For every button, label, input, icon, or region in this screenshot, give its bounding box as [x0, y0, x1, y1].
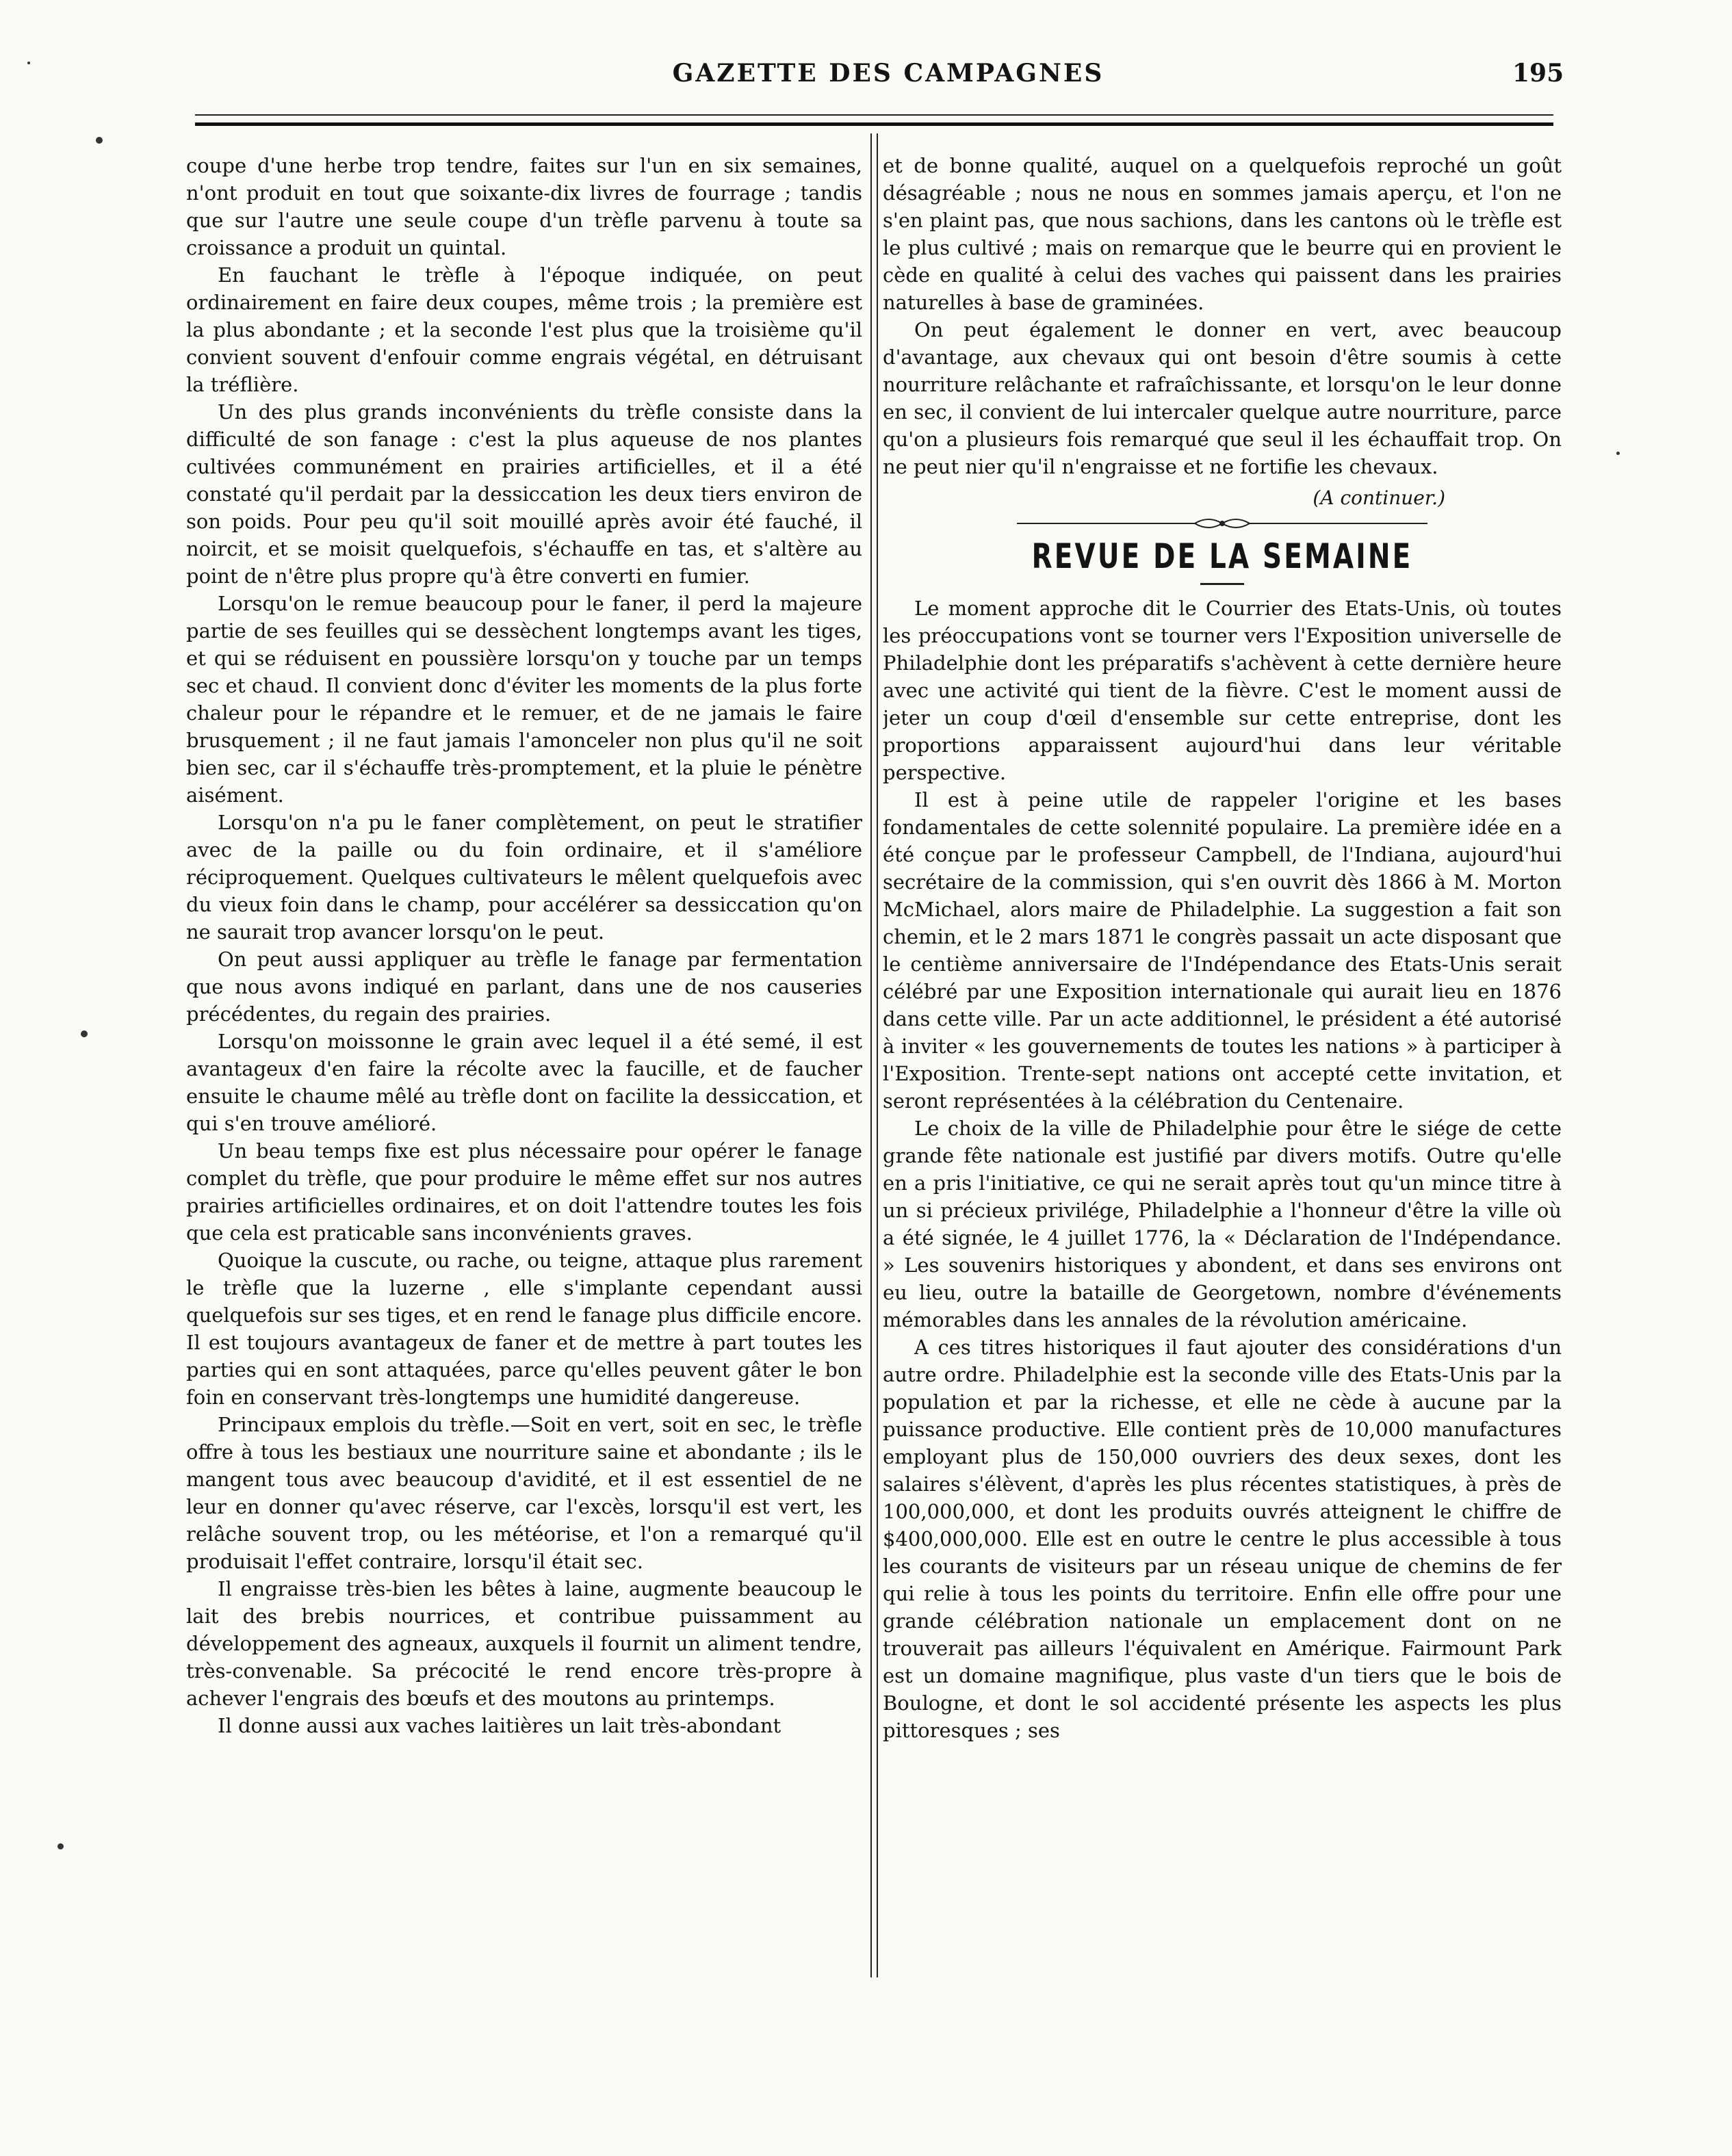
article-paragraph: coupe d'une herbe trop tendre, faites sur l'un en six semaines, n'ont produit en tout que soixante-dix livres de fourrage ; tandis que sur l'autre une seule coupe d'un trèfle parvenu à toute sa croissance a produit un quintal.	[186, 154, 862, 259]
header-rule-thick	[195, 122, 1553, 126]
ornament-rule-icon	[1010, 515, 1434, 532]
print-speck	[1616, 452, 1620, 455]
article-paragraph: Lorsqu'on le remue beaucoup pour le faner, il perd la majeure partie de ses feuilles qui se dessèchent longtemps avant les tiges, et qui se réduisent en poussière lorsqu'on y touche par un temps sec et chaud. Il convient donc d'éviter les moments de la plus forte chaleur pour le répandre et le remuer, et de ne jamais le faire brusquement ; il ne faut jamais l'amonceler non plus qu'il ne soit bien sec, car il s'échauffe très-promptement, et la pluie le pénètre aisément.	[186, 592, 862, 807]
article-paragraph: Le choix de la ville de Philadelphie pour être le siége de cette grande fête nationale est justifié par divers motifs. Outre qu'elle en a pris l'initiative, ce qui ne serait après tout qu'un mince titre à un si précieux privilége, Philadelphie a l'honneur d'être la ville où a été signée, le 4 juillet 1776, la « Déclaration de l'Indépendance. » Les souvenirs historiques y abondent, et dans ses environs ont eu lieu, outre la bataille de Georgetown, nombre d'événements mémorables dans les annales de la révolution américaine.	[883, 1117, 1562, 1332]
article-paragraph: Le moment approche dit le Courrier des Etats-Unis, où toutes les préoccupations vont se tourner vers l'Exposition universelle de Philadelphie dont les préparatifs s'achèvent à cette dernière heure avec une activité qui tient de la fièvre. C'est le moment aussi de jeter un coup d'œil d'ensemble sur cette entreprise, dont les proportions apparaissent aujourd'hui dans leur véritable perspective.	[883, 597, 1562, 784]
column-divider	[877, 133, 878, 1977]
article-paragraph: et de bonne qualité, auquel on a quelquefois reproché un goût désagréable ; nous ne nous en sommes jamais aperçu, et l'on ne s'en plaint pas, que nous sachions, dans les cantons où le trèfle est le plus cultivé ; mais on remarque que le beurre qui en provient le cède en qualité à celui des vaches qui paissent dans les prairies naturelles à base de graminées.	[883, 154, 1562, 314]
article-paragraph: Lorsqu'on n'a pu le faner complètement, on peut le stratifier avec de la paille ou du foin ordinaire, et il s'améliore réciproquement. Quelques cultivateurs le mêlent quelquefois avec du vieux foin dans le champ, pour accélérer sa dessiccation qu'on ne saurait trop avancer lorsqu'on le peut.	[186, 811, 862, 944]
ornamental-divider	[883, 515, 1562, 532]
section-title: REVUE DE LA SEMAINE	[1031, 536, 1413, 576]
article-paragraph: Il donne aussi aux vaches laitières un lait très-abondant	[218, 1714, 781, 1737]
article-paragraph: Un des plus grands inconvénients du trèfle consiste dans la difficulté de son fanage : c'est la plus aqueuse de nos plantes cultivées communément en prairies artificielles, et il a été constaté qu'il perdait par la dessiccation les deux tiers environ de son poids. Pour peu qu'il soit mouillé après avoir été fauché, il noircit, et se moisit quelquefois, s'échauffe en tas, et s'altère au point de n'être plus propre qu'à être converti en fumier.	[186, 400, 862, 588]
page-number: 195	[1512, 59, 1564, 88]
print-speck	[27, 62, 30, 64]
article-paragraph: On peut aussi appliquer au trèfle le fanage par fermentation que nous avons indiqué en parlant, dans une de nos causeries précédentes, du regain des prairies.	[186, 948, 862, 1026]
article-paragraph: On peut également le donner en vert, avec beaucoup d'avantage, aux chevaux qui ont besoin d'être soumis à cette nourriture relâchante et rafraîchissante, et lorsqu'on le leur donne en sec, il convient de lui intercaler quelque autre nourriture, parce qu'on a plusieurs fois remarqué que seul il les échauffait trop. On ne peut nier qu'il n'engraisse et ne fortifie les chevaux.	[883, 318, 1562, 478]
article-paragraph: Lorsqu'on moissonne le grain avec lequel il a été semé, il est avantageux d'en faire la récolte avec la faucille, et de faucher ensuite le chaume mêlé au trèfle dont on facilite la dessiccation, et qui s'en trouve amélioré.	[186, 1030, 862, 1135]
print-speck	[81, 1030, 88, 1037]
article-paragraph: En fauchant le trèfle à l'époque indiquée, on peut ordinairement en faire deux coupes, même trois ; la première est la plus abondante ; et la seconde l'est plus que la troisième qu'il convient souvent d'enfouir comme engrais végétal, en détruisant la tréflière.	[186, 263, 862, 396]
article-paragraph: Il engraisse très-bien les bêtes à laine, augmente beaucoup le lait des brebis nourrices, et contribue puissamment au développement des agneaux, auxquels il fournit un aliment tendre, très-convenable. Sa précocité le rend encore très-propre à achever l'engrais des bœufs et des moutons au printemps.	[186, 1577, 862, 1710]
continuation-note: (A continuer.)	[1313, 486, 1445, 509]
article-paragraph: Quoique la cuscute, ou rache, ou teigne, attaque plus rarement le trèfle que la luzerne , elle s'implante cependant aussi quelquefois sur ses tiges, et en rend le fanage plus difficile encore. Il est toujours avantageux de faner et de mettre à part toutes les parties qui en sont attaquées, parce qu'elles peuvent gâter le bon foin en conservant très-longtemps une humidité dangereuse.	[186, 1249, 862, 1409]
print-speck	[96, 137, 103, 144]
article-paragraph: A ces titres historiques il faut ajouter des considérations d'un autre ordre. Philadelphie est la seconde ville des Etats-Unis par la population et par la richesse, et elle ne cède à aucune par la puissance productive. Elle contient près de 10,000 manufactures employant plus de 150,000 ouvriers des deux sexes, dont les salaires s'élèvent, d'après les plus récentes statistiques, à près de 100,000,000, et dont les produits ouvrés atteignent le chiffre de $400,000,000. Elle est en outre le centre le plus accessible à tous les courants de visiteurs par un réseau unique de chemins de fer qui relie à tous les points du territoire. Enfin elle offre pour une grande célébration nationale un emplacement dont on ne trouverait pas ailleurs l'équivalent en Amérique. Fairmount Park est un domaine magnifique, plus vaste d'un tiers que le bois de Boulogne, et dont le sol accidenté présente les aspects les plus pittoresques ; ses	[883, 1336, 1562, 1742]
print-speck	[57, 1843, 64, 1849]
article-paragraph: Un beau temps fixe est plus nécessaire pour opérer le fanage complet du trèfle, que pour produire le même effet sur nos autres prairies artificielles ordinaires, et on doit l'attendre toutes les fois que cela est praticable sans inconvénients graves.	[186, 1139, 862, 1245]
article-paragraph: Principaux emplois du trèfle.—Soit en vert, soit en sec, le trèfle offre à tous les bestiaux une nourriture saine et abondante ; ils le mangent tous avec beaucoup d'avidité, et il est essentiel de ne leur en donner qu'avec réserve, car l'excès, lorsqu'il est vert, les relâche souvent trop, ou les météorise, et l'on a remarqué qu'il produisait l'effet contraire, lorsqu'il était sec.	[186, 1413, 862, 1573]
title-underline	[1200, 583, 1244, 585]
column-divider	[870, 133, 872, 1977]
header-rule-thin	[195, 114, 1553, 116]
newspaper-title: GAZETTE DES CAMPAGNES	[672, 59, 1104, 88]
right-column	[883, 152, 1562, 1972]
article-paragraph: Il est à peine utile de rappeler l'origine et les bases fondamentales de cette solennité populaire. La première idée en a été conçue par le professeur Campbell, de l'Indiana, aujourd'hui secrétaire de la commission, qui s'en ouvrit dès 1866 à M. Morton McMichael, alors maire de Philadelphie. La suggestion a fait son chemin, et le 2 mars 1871 le congrès passait un acte disposant que le centième anniversaire de l'Indépendance des Etats-Unis serait célébré par une Exposition internationale qui aurait lieu en 1876 dans cette ville. Par un acte additionnel, le président a été autorisé à inviter « les gouvernements de toutes les nations » à participer à l'Exposition. Trente-sept nations ont accepté cette invitation, et seront représentées à la célébration du Centenaire.	[883, 788, 1562, 1113]
left-column	[186, 152, 862, 1972]
